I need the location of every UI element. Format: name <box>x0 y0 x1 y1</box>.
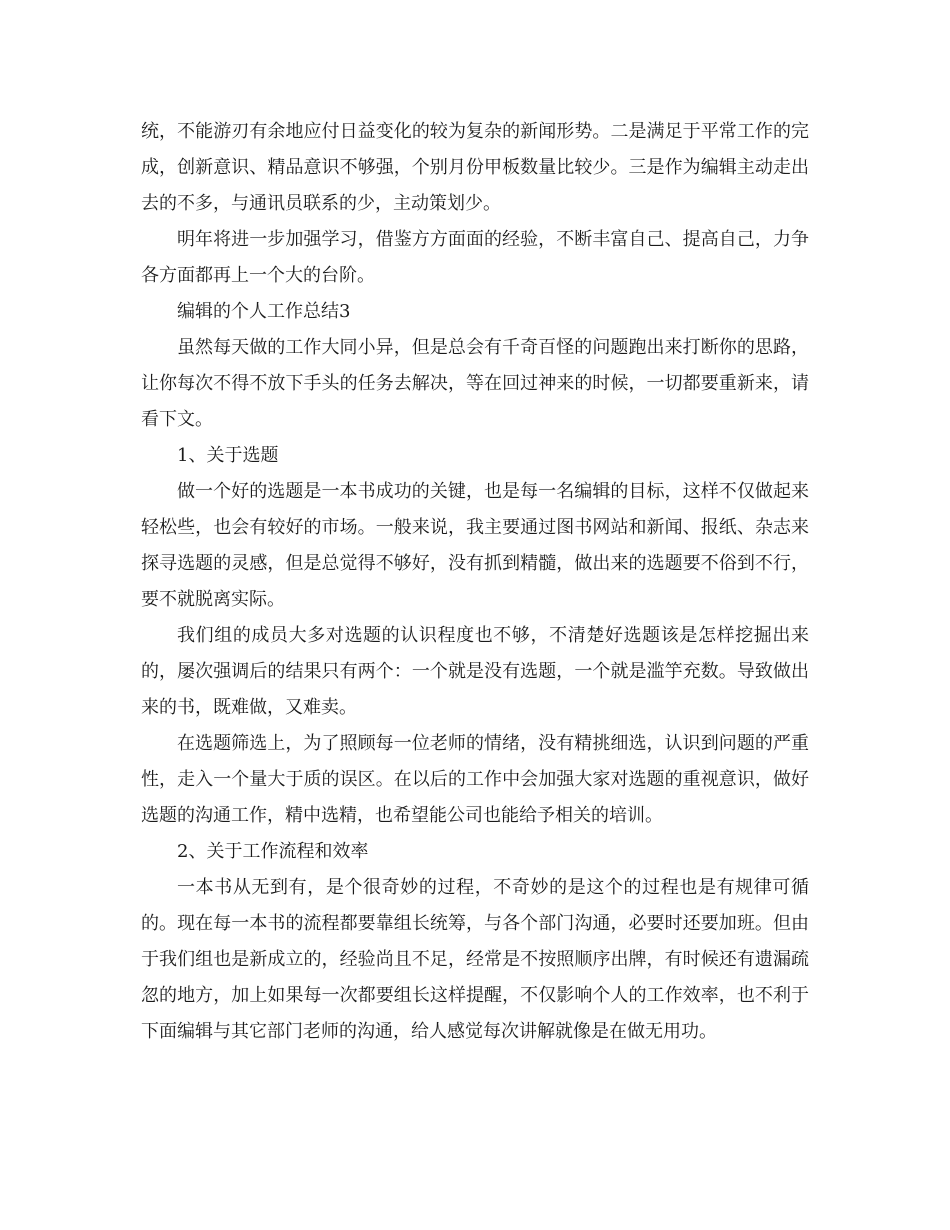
paragraph-topic-selection-2: 我们组的成员大多对选题的认识程度也不够，不清楚好选题该是怎样挖掘出来的，屡次强调后的结果只有两个：一个就是没有选题，一个就是滥竽充数。导致做出来的书，既难做，又难卖。 <box>141 625 809 718</box>
paragraph-intro: 虽然每天做的工作大同小异，但是总会有千奇百怪的问题跑出来打断你的思路，让你每次不得不放下手头的任务去解决，等在回过神来的时候，一切都要重新来，请看下文。 <box>141 337 809 430</box>
paragraph-topic-selection-3: 在选题筛选上，为了照顾每一位老师的情绪，没有精挑细选，认识到问题的严重性，走入一个量大于质的误区。在以后的工作中会加强大家对选题的重视意识，做好选题的沟通工作，精中选精，也希望能公司也能给予相关的培训。 <box>141 733 809 826</box>
heading-workflow-efficiency: 2、关于工作流程和效率 <box>177 841 369 862</box>
paragraph-topic-selection-1: 做一个好的选题是一本书成功的关键，也是每一名编辑的目标，这样不仅做起来轻松些，也会有较好的市场。一般来说，我主要通过图书网站和新闻、报纸、杂志来探寻选题的灵感，但是总觉得不够好，没有抓到精髓，做出来的选题要不俗到不行，要不就脱离实际。 <box>141 481 809 610</box>
heading-topic-selection: 1、关于选题 <box>177 445 279 466</box>
document-body <box>141 114 809 1050</box>
paragraph-workflow: 一本书从无到有，是个很奇妙的过程，不奇妙的是这个的过程也是有规律可循的。现在每一本书的流程都要靠组长统筹，与各个部门沟通，必要时还要加班。但由于我们组也是新成立的，经验尚且不足，经常是不按照顺序出牌，有时候还有遗漏疏忽的地方，加上如果每一次都要组长这样提醒，不仅影响个人的工作效率，也不利于下面编辑与其它部门老师的沟通，给人感觉每次讲解就像是在做无用功。 <box>141 877 809 1042</box>
paragraph-next-year-plan: 明年将进一步加强学习，借鉴方方面面的经验，不断丰富自己、提高自己，力争各方面都再上一个大的台阶。 <box>141 229 809 286</box>
paragraph-continued-summary: 统，不能游刃有余地应付日益变化的较为复杂的新闻形势。二是满足于平常工作的完成，创新意识、精品意识不够强，个别月份甲板数量比较少。三是作为编辑主动走出去的不多，与通讯员联系的少，主动策划少。 <box>141 121 809 214</box>
section-title-summary-3: 编辑的个人工作总结3 <box>177 301 351 322</box>
